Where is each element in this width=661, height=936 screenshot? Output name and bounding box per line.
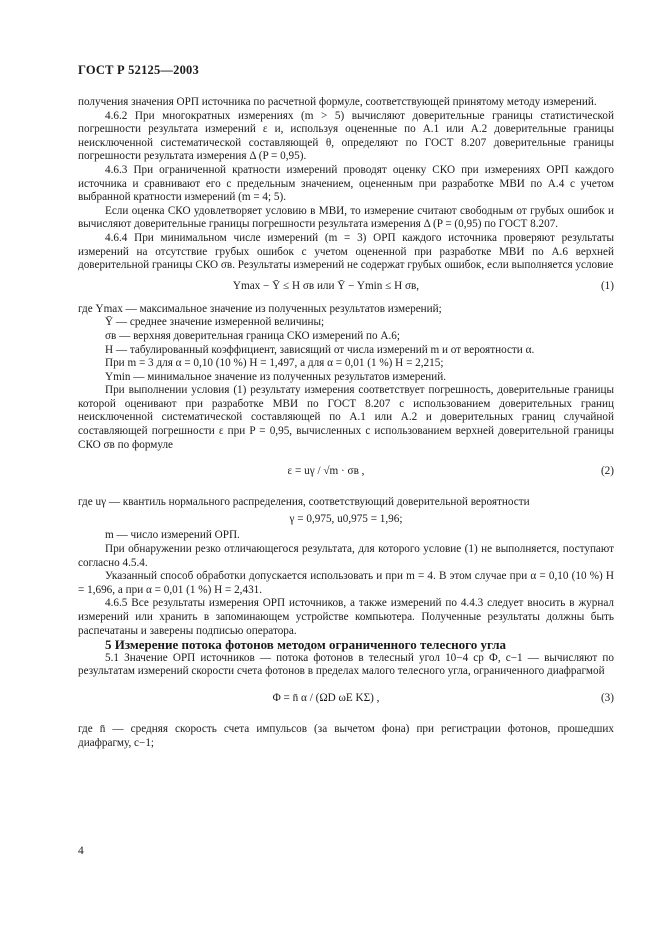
section-heading-5: 5 Измерение потока фотонов методом ограниченного телесного угла bbox=[105, 637, 507, 653]
document-body bbox=[78, 96, 614, 750]
where-line: При m = 3 для α = 0,10 (10 %) H = 1,497, а для α = 0,01 (1 %) H = 2,215; bbox=[105, 357, 444, 370]
paragraph: При выполнении условия (1) результату измерения соответствует погрешность, доверительные границы которой оценивают при разработке МВИ по ГОСТ 8.207 с использованием доверительных границ неисключенной систематической составляющей по А.1 или А.2 и доверительных границ случайной составляющей погрешности ε при P = 0,95, вычисленных с использованием верхней доверительной границы СКО σв по формуле bbox=[78, 384, 614, 451]
equation-1 bbox=[78, 277, 614, 299]
document-header: ГОСТ Р 52125—2003 bbox=[78, 63, 199, 77]
where-line: где n̄ — средняя скорость счета импульсов (за вычетом фона) при регистрации фотонов, прошедших диафрагму, с−1; bbox=[78, 722, 614, 749]
paragraph-4-6-5: 4.6.5 Все результаты измерения ОРП источников, а также измерений по 4.4.3 следует вносить в журнал измерений или хранить в запоминающем устройстве компьютера. Полученные результаты должны быть распечатаны и заверены подписью оператора. bbox=[78, 597, 614, 637]
equation-number: (1) bbox=[600, 279, 614, 292]
equation-3 bbox=[78, 683, 614, 719]
page-number: 4 bbox=[78, 845, 84, 857]
where-line: где Ymax — максимальное значение из полученных результатов измерений; bbox=[78, 302, 442, 315]
equation-formula: ε = uγ / √m · σв , bbox=[287, 465, 365, 478]
paragraph: Если оценка СКО удовлетворяет условию в МВИ, то измерение считают свободным от грубых ошибок и вычисляют доверительные границы погрешности результата измерения Δ (P = (0,95) по ГОСТ 8.207. bbox=[78, 204, 614, 231]
where-line: где uγ — квантиль нормального распределения, соответствующий доверительной вероятности bbox=[78, 496, 530, 509]
equation-number: (3) bbox=[600, 691, 614, 704]
where-line: H — табулированный коэффициент, зависящий от числа измерений m и от вероятности α. bbox=[105, 343, 535, 356]
equation-formula: Φ = n̄ α / (ΩD ωE KΣ) , bbox=[272, 691, 380, 704]
paragraph-5-1: 5.1 Значение ОРП источников — потока фотонов в телесный угол 10−4 ср Ф, с−1 — вычисляют по результатам измерений скорости счета фотонов в пределах малого телесного угла, ограниченного диафрагмой bbox=[78, 651, 614, 678]
equation-number: (2) bbox=[600, 465, 614, 478]
paragraph-4-6-4: 4.6.4 При минимальном числе измерений (m = 3) ОРП каждого источника проверяют результаты измерений на отсутствие грубых ошибок с учетом оцененной при разработке МВИ по А.6 верхней доверительной границы СКО σв. Результаты измерений не содержат грубых ошибок, если выполняется условие bbox=[78, 231, 614, 272]
paragraph: При обнаружении резко отличающегося результата, для которого условие (1) не выполняется, поступают согласно 4.5.4. bbox=[78, 543, 614, 569]
where-line: Ymin — минимальное значение из полученных результатов измерений. bbox=[105, 370, 447, 383]
paragraph-4-6-2: 4.6.2 При многократных измерениях (m > 5) вычисляют доверительные границы статистической погрешности результата измерений ε и, используя оцененные по А.1 или А.2 доверительные границы неисключенной систематической составляющей θ, определяют по ГОСТ 8.207 доверительные границы погрешности результата измерения Δ (P = 0,95). bbox=[78, 109, 614, 163]
equation-formula: Ymax − Ȳ ≤ H σв или Ȳ − Ymin ≤ H σв, bbox=[232, 279, 420, 292]
where-line: m — число измерений ОРП. bbox=[105, 529, 240, 542]
where-line: Ȳ — среднее значение измеренной величины; bbox=[105, 316, 325, 329]
where-line: σв — верхняя доверительная граница СКО измерений по А.6; bbox=[105, 329, 400, 342]
paragraph: Указанный способ обработки допускается использовать и при m = 4. В этом случае при α = 0,10 (10 %) H = 1,696, а при α = 0,01 (1 %) H = 2,431. bbox=[78, 570, 614, 596]
paragraph-4-6-3: 4.6.3 При ограниченной кратности измерений проводят оценку СКО при измерениях ОРП каждого источника и сравнивают его с предельным значением, оцененным при разработке МВИ по А.4 с учетом выбранной кратности измерений (m = 4; 5). bbox=[78, 163, 614, 204]
paragraph: получения значения ОРП источника по расчетной формуле, соответствующей принятому методу измерений. bbox=[78, 96, 597, 108]
equation-2 bbox=[78, 456, 614, 492]
equation-inline: γ = 0,975, u0,975 = 1,96; bbox=[289, 512, 403, 525]
